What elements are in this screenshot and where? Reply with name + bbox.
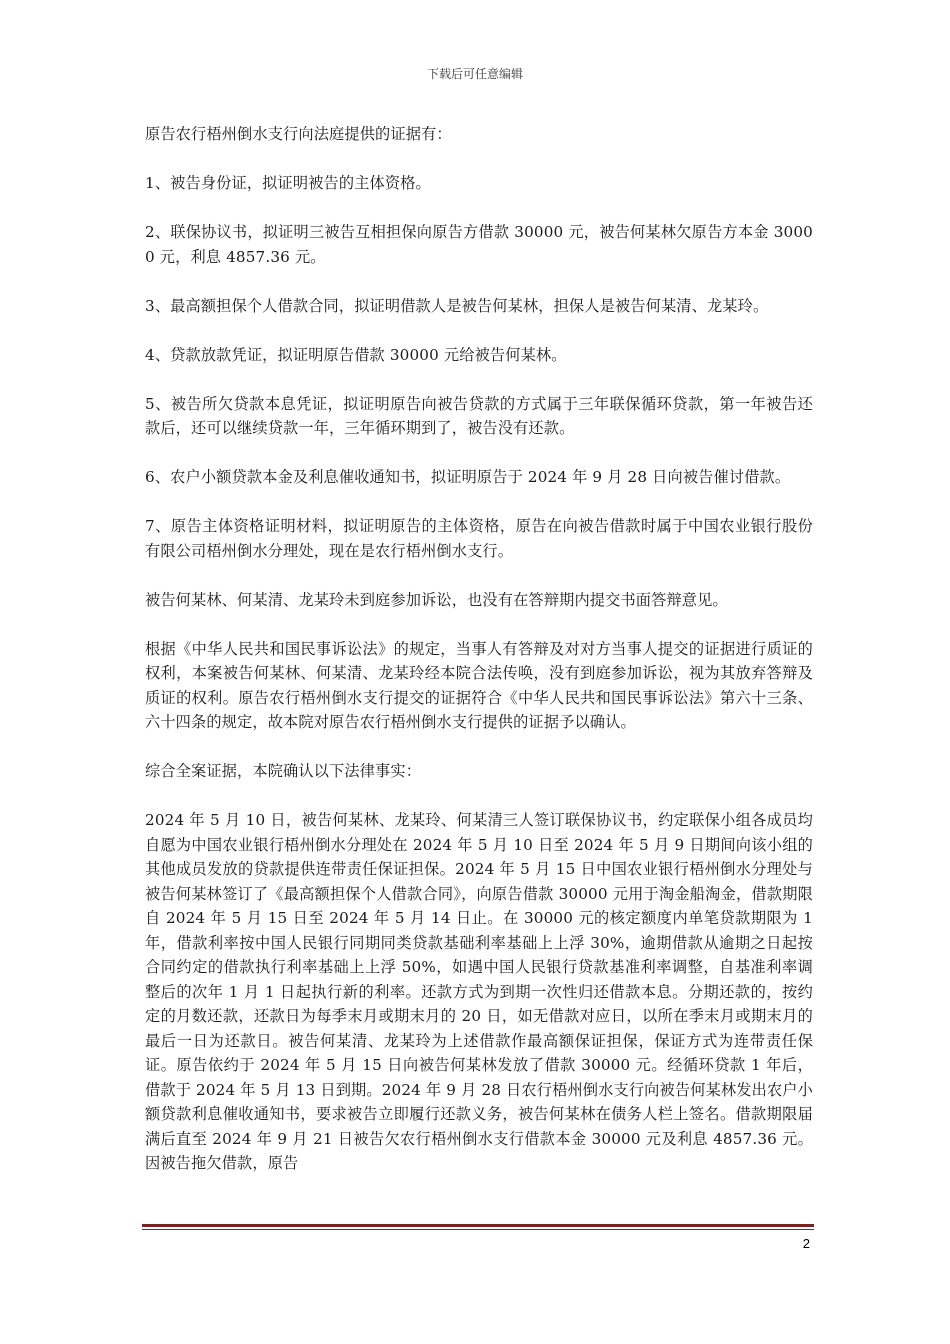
paragraph-evidence-intro: 原告农行梧州倒水支行向法庭提供的证据有： [145,125,452,143]
paragraph-facts-intro: 综合全案证据，本院确认以下法律事实： [145,762,422,780]
paragraph-evidence-2: 2、联保协议书，拟证明三被告互相担保向原告方借款 30000 元，被告何某林欠原告方本金 30000 元，利息 4857.36 元。 [145,223,813,266]
paragraph-evidence-4: 4、贷款放款凭证，拟证明原告借款 30000 元给被告何某林。 [145,345,567,364]
paragraph-evidence-5: 5、被告所欠贷款本息凭证，拟证明原告向被告贷款的方式属于三年联保循环贷款，第一年被告还款后，还可以继续贷款一年，三年循环期到了，被告没有还款。 [145,394,813,437]
document-body [145,122,813,1200]
paragraph-legal-basis: 根据《中华人民共和国民事诉讼法》的规定，当事人有答辩及对对方当事人提交的证据进行质证的权利，本案被告何某林、何某清、龙某玲经本院合法传唤，没有到庭参加诉讼，视为其放弃答辩及质证的权利。原告农行梧州倒水支行提交的证据符合《中华人民共和国民事诉讼法》第六十三条、六十四条的规定，故本院对原告农行梧州倒水支行提供的证据予以确认。 [145,639,813,731]
paragraph-evidence-7: 7、原告主体资格证明材料，拟证明原告的主体资格，原告在向被告借款时属于中国农业银行股份有限公司梧州倒水分理处，现在是农行梧州倒水支行。 [145,517,813,560]
paragraph-evidence-6: 6、农户小额贷款本金及利息催收通知书，拟证明原告于 2024 年 9 月 28 日向被告催讨借款。 [145,468,791,486]
page-header: 下载后可任意编辑 [426,67,523,81]
page-number: 2 [802,1236,810,1251]
paragraph-evidence-3: 3、最高额担保个人借款合同，拟证明借款人是被告何某林，担保人是被告何某清、龙某玲。 [145,296,769,315]
paragraph-defendants-absent: 被告何某林、何某清、龙某玲未到庭参加诉讼，也没有在答辩期内提交书面答辩意见。 [145,590,728,609]
footer-rule-thick [142,1224,814,1227]
paragraph-facts: 2024 年 5 月 10 日，被告何某林、龙某玲、何某清三人签订联保协议书，约定联保小组各成员均自愿为中国农业银行梧州倒水分理处在 2024 年 5 月 10 日至 2024 年 5 月 9 日期间向该小组的其他成员发放的贷款提供连带责任保证担保。2024 年 5 月 15 日中国农业银行梧州倒水分理处与被告何某林签订了《最高额担保个人借款合同》，向原告借款 30000 元用于淘金船淘金，借款期限自 2024 年 5 月 15 日至 2024 年 5 月 14 日止。在 30000 元的核定额度内单笔贷款期限为 1 年，借款利率按中国人民银行同期同类贷款基础利率基础上上浮 30%，逾期借款从逾期之日起按合同约定的借款执行利率基础上上浮 50%，如遇中国人民银行贷款基准利率调整，自基准利率调整后的次年 1 月 1 日起执行新的利率。还款方式为到期一次性归还借款本息。分期还款的，按约定的月数还款，还款日为每季末月或期末月的 20 日，如无借款对应日，以所在季末月或期末月的最后一日为还款日。被告何某清、龙某玲为上述借款作最高额保证担保，保证方式为连带责任保证。原告依约于 2024 年 5 月 15 日向被告何某林发放了借款 30000 元。经循环贷款 1 年后，借款于 2024 年 5 月 13 日到期。2024 年 9 月 28 日农行梧州倒水支行向被告何某林发出农户小额贷款利息催收通知书，要求被告立即履行还款义务，被告何某林在债务人栏上签名。借款期限届满后直至 2024 年 9 月 21 日被告欠农行梧州倒水支行借款本金 30000 元及利息 4857.36 元。因被告拖欠借款，原告 [145,811,813,1172]
paragraph-evidence-1: 1、被告身份证，拟证明被告的主体资格。 [145,174,431,192]
footer-rule-thin [142,1229,814,1230]
